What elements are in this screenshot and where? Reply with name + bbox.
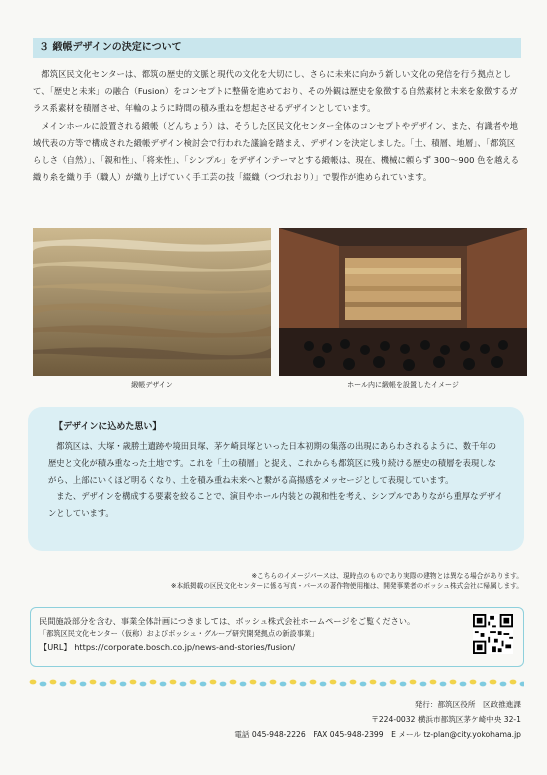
decorative-dot bbox=[470, 680, 477, 685]
decorative-dot bbox=[340, 682, 347, 687]
qr-code-icon[interactable] bbox=[473, 614, 513, 654]
decorative-dot bbox=[500, 682, 507, 687]
decorative-dot bbox=[190, 680, 197, 685]
decorative-dot bbox=[50, 680, 57, 685]
decorative-dot bbox=[170, 680, 177, 685]
design-thoughts-text bbox=[48, 438, 504, 522]
decorative-dot bbox=[400, 682, 407, 687]
decorative-dot bbox=[390, 680, 397, 685]
footer-publisher: 発行：都筑区役所 区政推進課 bbox=[414, 700, 521, 709]
decorative-dot bbox=[200, 682, 207, 687]
decorative-dot bbox=[260, 682, 267, 687]
bosch-info-text: 民間施設部分を含む、事業全体計画につきましては、ボッシュ株式会社ホームページをご覧ください。 bbox=[39, 616, 416, 626]
decorative-dot bbox=[240, 682, 247, 687]
decorative-dot bbox=[90, 680, 97, 685]
decorative-dot bbox=[210, 680, 217, 685]
decorative-dot bbox=[70, 680, 77, 685]
decorative-dot bbox=[280, 682, 287, 687]
decorative-dot bbox=[490, 680, 497, 685]
decorative-dot bbox=[250, 680, 257, 685]
decorative-dot bbox=[360, 682, 367, 687]
decorative-dot bbox=[370, 680, 377, 685]
decorative-dot bbox=[330, 680, 337, 685]
decorative-dot bbox=[380, 682, 387, 687]
decorative-dot bbox=[290, 680, 297, 685]
section-title: ３ 緞帳デザインの決定について bbox=[33, 38, 521, 58]
decorative-dot bbox=[440, 682, 447, 687]
decorative-dot bbox=[30, 680, 37, 685]
decorative-dot bbox=[110, 680, 117, 685]
hall-rendering-caption: ホール内に緞帳を設置したイメージ bbox=[347, 381, 459, 389]
note-1: ※こちらのイメージパースは、現時点のものであり実際の建物とは異なる場合があります。 bbox=[251, 572, 523, 580]
curtain-design-caption: 緞帳デザイン bbox=[131, 381, 173, 389]
design-thoughts-title: 【デザインに込めた思い】 bbox=[54, 422, 162, 432]
decorative-dot bbox=[120, 682, 127, 687]
decorative-dot bbox=[420, 682, 427, 687]
decorative-dot bbox=[230, 680, 237, 685]
note-2: ※本紙掲載の区民文化センターに係る写真・パースの著作物使用権は、開発事業者のボッシュ株式会社に帰属します。 bbox=[170, 582, 523, 590]
decorative-dot bbox=[410, 680, 417, 685]
decorative-dot bbox=[320, 682, 327, 687]
decorative-dot bbox=[430, 680, 437, 685]
decorative-dot bbox=[310, 680, 317, 685]
decorative-dot bbox=[520, 682, 524, 687]
decorative-dot bbox=[180, 682, 187, 687]
design-thoughts-box bbox=[28, 407, 524, 551]
decorative-dot bbox=[270, 680, 277, 685]
body-paragraph-2: メインホールに設置される緞帳（どんちょう）は、そうした区民文化センター全体のコンセプトやデザイン、また、有識者や地域代表の方等で構成された緞帳デザイン検討会で行われた議論を踏まえ、デザインを決定しました。「土、積層、地層」、「都筑区らしさ（自然）」、「親和性」、「将来性」、「シンプル」をデザインテーマとする緞帳は、現在、機械に頼らず 300～900 色を越える織り糸を織り手（職人）が織り上げていく手工芸の技「綴織（つづれおり）」で製作が進められています。 bbox=[33, 120, 520, 183]
hall-rendering-image bbox=[279, 228, 527, 376]
decorative-dot bbox=[60, 682, 67, 687]
decorative-dot-border bbox=[28, 676, 524, 690]
decorative-dot bbox=[130, 680, 137, 685]
decorative-dot bbox=[150, 680, 157, 685]
decorative-dot bbox=[100, 682, 107, 687]
decorative-dot bbox=[350, 680, 357, 685]
decorative-dot bbox=[510, 680, 517, 685]
bosch-info-box bbox=[30, 607, 524, 667]
body-paragraph-1: 都筑区民文化センターは、都筑の歴史的文脈と現代の文化を大切にし、さらに未来に向かう新しい文化の発信を行う拠点として、「歴史と未来」の融合（Fusion）をコンセプトに整備を進めており、その外観は歴史を象徴する自然素材と未来を象徴するガラス系素材を積層させ、年輪のように時間の積み重ねを想起させるデザインとしています。 bbox=[33, 69, 518, 114]
thoughts-paragraph-2: また、デザインを構成する要素を絞ることで、演目やホール内装との親和性を考え、シンプルでありながら重厚なデザインとしています。 bbox=[48, 491, 503, 519]
footer-address: 〒224-0032 横浜市都筑区茅ケ崎中央 32-1 bbox=[371, 715, 521, 724]
body-text bbox=[33, 66, 523, 186]
decorative-dot bbox=[160, 682, 167, 687]
footer-contact: 電話 045-948-2226 FAX 045-948-2399 E メール tz-plan@city.yokohama.jp bbox=[234, 730, 521, 739]
curtain-design-image bbox=[33, 228, 271, 376]
footer bbox=[31, 697, 521, 742]
decorative-dot bbox=[80, 682, 87, 687]
decorative-dot bbox=[300, 682, 307, 687]
bosch-project-title: 「都筑区民文化センター（仮称）およびボッシュ・グループ研究開発拠点の新設事業」 bbox=[39, 629, 319, 638]
decorative-dot bbox=[40, 682, 47, 687]
decorative-dot bbox=[460, 682, 467, 687]
decorative-dot bbox=[140, 682, 147, 687]
thoughts-paragraph-1: 都筑区は、大塚・歳勝土遺跡や境田貝塚、茅ケ崎貝塚といった日本初期の集落の出現にあらわされるように、数千年の歴史と文化が積み重なった土地です。これを「土の積層」と捉え、これからも都筑区に残り続ける歴史の積層を表現しながら、上部にいくほど明るくなり、土を積み重ね未来へと繋がる高揚感をメッセージとして表現しています。 bbox=[48, 441, 497, 485]
image-notes bbox=[33, 571, 523, 591]
decorative-dot bbox=[450, 680, 457, 685]
decorative-dot bbox=[220, 682, 227, 687]
decorative-dot bbox=[480, 682, 487, 687]
bosch-url-link[interactable]: 【URL】 https://corporate.bosch.co.jp/news-and-stories/fusion/ bbox=[39, 642, 296, 652]
